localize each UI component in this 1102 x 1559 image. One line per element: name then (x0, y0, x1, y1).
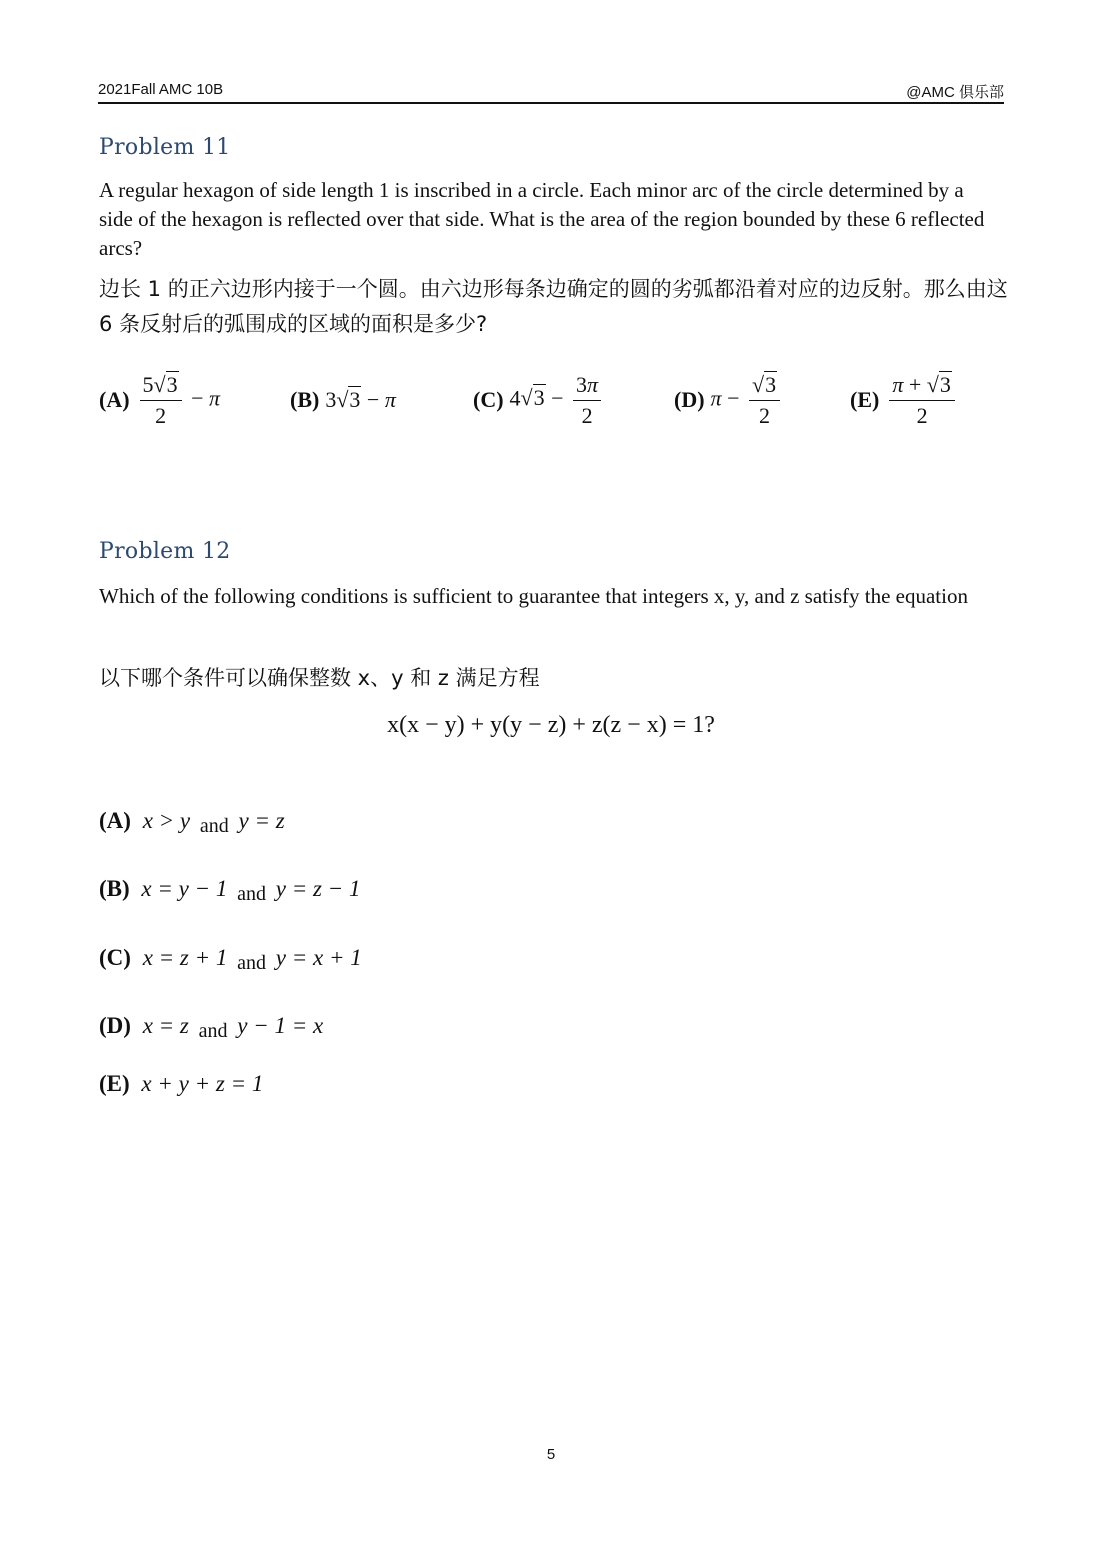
header-left: 2021Fall AMC 10B (98, 81, 224, 98)
option-d-label: (D) (99, 1013, 131, 1038)
choice-a-math: $\frac{5√3}{2}$ − π (136, 372, 221, 429)
option-a-and: and (199, 815, 229, 837)
option-c (99, 945, 362, 974)
choice-d-text (674, 360, 675, 361)
option-a-left: x > y (142, 808, 191, 833)
option-c-right: y = x + 1 (275, 945, 362, 970)
choice-e-math: $\frac{\pi + √3}{2}$ (885, 372, 959, 429)
option-b-left: x = y − 1 (141, 876, 228, 901)
option-c-label: (C) (99, 945, 131, 970)
option-d-right: y − 1 = x (237, 1013, 324, 1038)
option-d (99, 1013, 324, 1042)
page-header (98, 78, 1004, 104)
choice-a-label: (A) (99, 387, 130, 412)
choice-a-text (99, 360, 100, 361)
option-b-right: y = z − 1 (275, 876, 361, 901)
problem-11-title: Problem 11 (99, 135, 231, 160)
problem-12-text-en: Which of the following conditions is sufficient to guarantee that integers x, y, and z satisfy the equation (99, 584, 968, 608)
choice-c (473, 360, 605, 440)
option-e (99, 1071, 271, 1097)
choice-d-label: (D) (674, 387, 705, 412)
problem-12-equation: x(x − y) + y(y − z) + z(z − x) = 1? (387, 712, 715, 738)
option-a-label: (A) (99, 808, 131, 833)
problem-12-title: Problem 12 (99, 539, 231, 564)
choice-e-text (850, 360, 851, 361)
page-number: 5 (546, 1446, 556, 1463)
choice-d-math: π − $\frac{√3}{2}$ (711, 372, 785, 429)
option-b-and: and (237, 883, 267, 905)
problem-11-text-zh: 边长 1 的正六边形内接于一个圆。由六边形每条边确定的圆的劣弧都沿着对应的边反射。那么由这 6 条反射后的弧围成的区域的面积是多少? (99, 277, 1008, 336)
choice-e (850, 360, 959, 440)
option-a (99, 808, 285, 837)
problem-11-choices (99, 360, 999, 440)
option-d-left: x = z (142, 1013, 189, 1038)
option-c-and: and (237, 952, 267, 974)
choice-e-label: (E) (850, 387, 880, 412)
choice-c-math: 4√3 − $\frac{3\pi}{2}$ (510, 372, 606, 429)
option-e-label: (E) (99, 1071, 130, 1096)
choice-c-label: (C) (473, 387, 504, 412)
option-b (99, 876, 361, 905)
problem-12-text-zh: 以下哪个条件可以确保整数 x、y 和 z 满足方程 (99, 666, 540, 690)
choice-a (99, 360, 220, 440)
option-c-left: x = z + 1 (142, 945, 228, 970)
choice-b-math: 3√3 − π (325, 387, 396, 412)
choice-c-text (473, 360, 474, 361)
option-e-left: x + y + z = 1 (141, 1071, 264, 1096)
choice-d (674, 360, 784, 440)
choice-b (290, 360, 396, 440)
option-a-right: y = z (238, 808, 285, 833)
problem-11-text-en: A regular hexagon of side length 1 is inscribed in a circle. Each minor arc of the circle determined by a side of the hexagon is reflected over that side. What is the area of the region bounded by these 6 reflected arcs? (99, 178, 985, 260)
header-right: @AMC 俱乐部 (906, 84, 1004, 101)
choice-b-label: (B) (290, 387, 320, 412)
option-d-and: and (198, 1020, 228, 1042)
option-b-label: (B) (99, 876, 130, 901)
choice-b-text (290, 360, 291, 361)
